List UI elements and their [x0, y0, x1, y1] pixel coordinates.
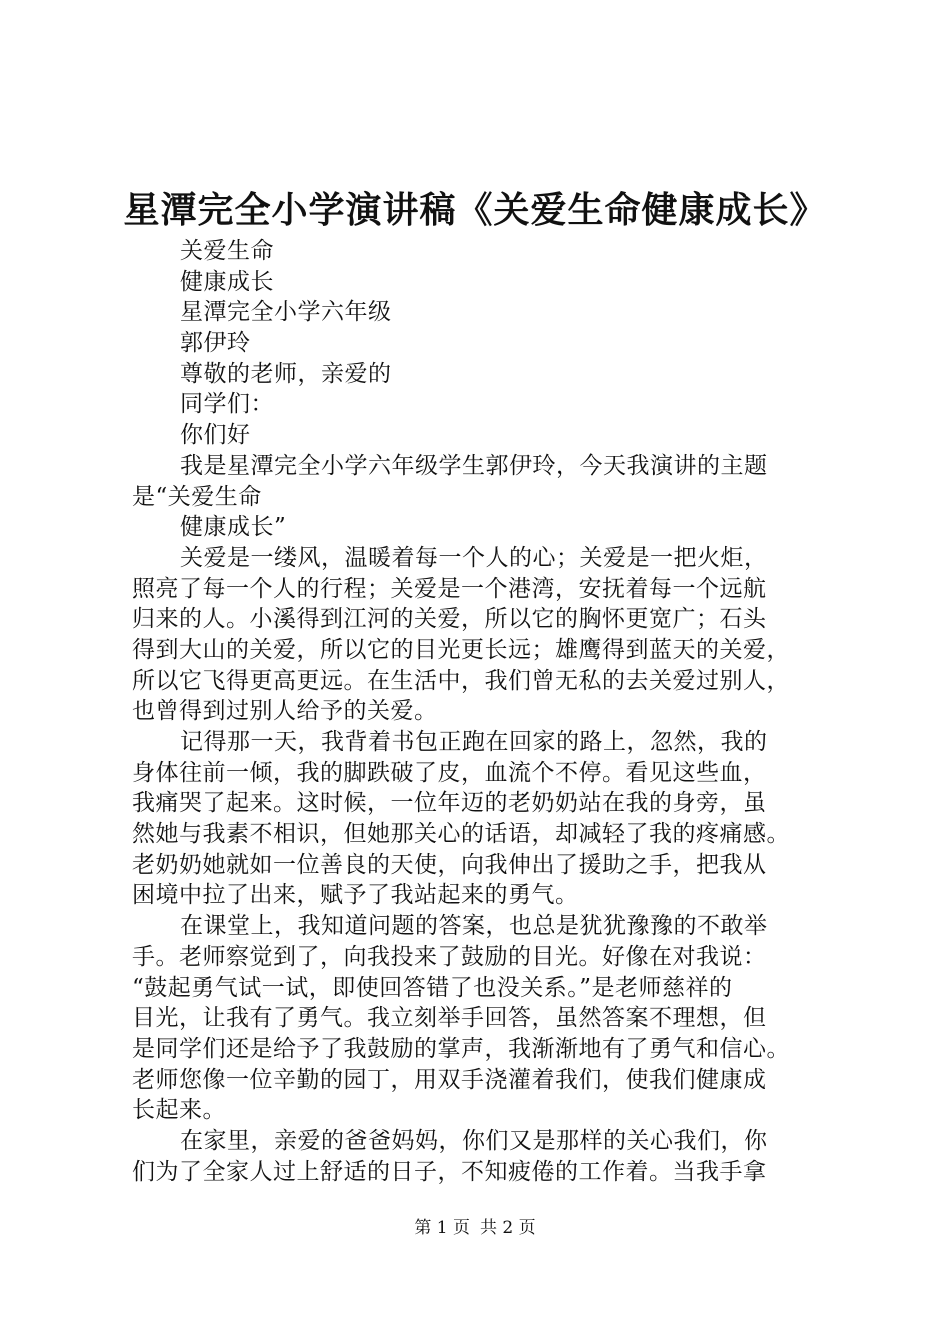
- text-line: 同学们：: [180, 391, 274, 418]
- text-line: 所以它飞得更高更远。在生活中，我们曾无私的去关爱过别人，: [132, 667, 790, 694]
- text-line: 关爱是一缕风，温暖着每一个人的心；关爱是一把火炬，: [180, 544, 768, 571]
- text-line: 是同学们还是给予了我鼓励的掌声，我渐渐地有了勇气和信心。: [132, 1035, 790, 1062]
- text-line: 然她与我素不相识，但她那关心的话语，却减轻了我的疼痛感。: [132, 821, 790, 848]
- text-line: 你们好: [180, 422, 251, 449]
- text-line: “鼓起勇气试一试，即使回答错了也没关系。”是老师慈祥的: [132, 974, 733, 1001]
- text-line: 老奶奶她就如一位善良的天使，向我伸出了援助之手，把我从: [132, 851, 767, 878]
- document-body: [132, 236, 852, 1187]
- text-line: 星潭完全小学六年级: [180, 299, 392, 326]
- text-line: 身体往前一倾，我的脚跌破了皮，血流个不停。看见这些血，: [132, 759, 767, 786]
- text-line: 是“关爱生命: [132, 483, 262, 510]
- page-number: 第 1 页: [414, 1218, 470, 1238]
- page-total: 共 2 页: [480, 1218, 536, 1238]
- text-line: 尊敬的老师，亲爱的: [180, 360, 392, 387]
- text-line: 关爱生命: [180, 238, 274, 264]
- text-line: 困境中拉了出来，赋予了我站起来的勇气。: [132, 882, 579, 909]
- text-line: 郭伊玲: [180, 330, 251, 357]
- text-line: 照亮了每一个人的行程；关爱是一个港湾，安抚着每一个远航: [132, 575, 767, 602]
- text-line: 记得那一天，我背着书包正跑在回家的路上，忽然，我的: [180, 729, 768, 755]
- text-line: 目光，让我有了勇气。我立刻举手回答，虽然答案不理想，但: [132, 1005, 767, 1032]
- text-line: 也曾得到过别人给予的关爱。: [132, 698, 438, 725]
- text-line: 老师您像一位辛勤的园丁，用双手浇灌着我们，使我们健康成: [132, 1066, 767, 1093]
- text-line: 长起来。: [132, 1097, 226, 1124]
- text-line: 得到大山的关爱，所以它的目光更长远；雄鹰得到蓝天的关爱，: [132, 636, 790, 663]
- text-line: 健康成长: [180, 268, 274, 295]
- text-line: 在课堂上，我知道问题的答案，也总是犹犹豫豫的不敢举: [180, 913, 768, 940]
- text-line: 归来的人。小溪得到江河的关爱，所以它的胸怀更宽广；石头: [132, 606, 767, 633]
- page-footer: [0, 1216, 950, 1240]
- text-line: 我是星潭完全小学六年级学生郭伊玲，今天我演讲的主题: [180, 452, 768, 479]
- text-line: 们为了全家人过上舒适的日子，不知疲倦的工作着。当我手拿: [132, 1158, 767, 1185]
- text-line: 在家里，亲爱的爸爸妈妈，你们又是那样的关心我们，你: [180, 1127, 768, 1154]
- text-line: 健康成长”: [180, 514, 287, 541]
- document-title: 星潭完全小学演讲稿《关爱生命健康成长》: [123, 189, 827, 231]
- text-line: 我痛哭了起来。这时候，一位年迈的老奶奶站在我的身旁，虽: [132, 790, 767, 817]
- text-line: 手。老师察觉到了，向我投来了鼓励的目光。好像在对我说：: [132, 943, 767, 970]
